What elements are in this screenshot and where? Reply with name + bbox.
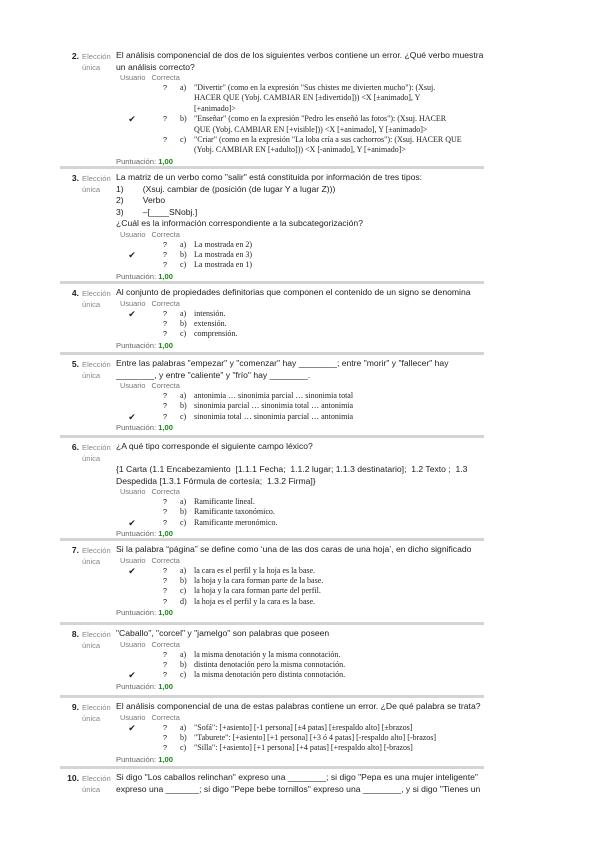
option-letter: a) [180,722,187,732]
question-number: 2. [71,51,79,61]
option-text: la hoja y la cara forman parte de la base. [194,575,324,585]
question-text-line: Si digo "Los caballos relinchan" expreso una ________; si digo "Pepa es una mujer inteligente" [116,772,478,782]
score-label: Puntuación: [116,423,159,433]
answer-option[interactable] [116,597,484,607]
option-text: "Criar" (como en la expresión "La loba cría a sus cachorros"): (Xsuj. HACER QUE (Yobj. CAMBIAR EN [+adulto])) <X [-animado], Y [+animado]> [194,135,462,155]
checkmark-icon: ✔ [128,670,136,681]
question-number: 3. [71,173,79,183]
question-number: 6. [71,442,79,452]
option-text: "Taburete": [+asiento] [+1 persona] [+3 ó 4 patas] [-respaldo alto] [-brazos] [194,732,437,742]
question-body [116,50,484,167]
checkmark-icon: ✔ [128,308,136,319]
question-block [60,441,484,541]
question-text [116,358,484,381]
correct-column-header: Correcta [151,712,180,722]
option-letter: c) [180,517,187,527]
user-column-header: Usuario [120,712,146,722]
option-text: comprensión. [194,329,238,339]
option-letter: a) [180,649,187,659]
score-value: 1,00 [158,681,173,691]
question-text-line: 1) (Xsuj. cambiar de (posición (de lugar Y a lugar Z))) [116,183,336,194]
option-letter: b) [180,575,187,585]
correct-answer-marker: ? [162,308,168,318]
option-letter: b) [180,318,187,328]
question-number: 4. [71,288,79,298]
score-line [116,341,484,351]
checkmark-icon: ✔ [128,114,136,125]
question-type: Elección única [82,630,111,650]
option-letter: a) [180,497,187,506]
question-text-line: Despedida [1.3.1 Fórmula de cortesía; 1.3.2 Firma]} [116,475,316,486]
correct-answer-marker: ? [162,722,168,732]
correct-column-header: Correcta [151,229,180,239]
question-text-line: Entre las palabras "empezar" y "comenzar" hay ________; entre "morir" y "fallecer" hay [116,358,449,368]
question-text-line: {1 Carta (1.1 Encabezamiento [1.1.1 Fecha; 1.1.2 lugar; 1.1.3 destinatario]; 1.2 Texto ; 1.3 [116,464,468,474]
question-body [116,772,484,795]
score-line [116,157,484,167]
option-text: La mostrada en 2) [194,239,252,249]
question-text-line: Si la palabra “página” se define como ‘una de las dos caras de una hoja’, en dicho significado [116,544,472,554]
answer-option[interactable] [116,83,484,114]
question-type: Elección única [82,52,111,72]
question-text-line: ¿Cuál es la información correspondiente a la subcategorización? [116,218,363,228]
option-letter: a) [180,83,187,92]
option-letter: d) [180,596,187,606]
option-letter: c) [180,586,187,596]
score-value: 1,00 [158,754,173,764]
option-text: distinta denotación pero la misma connotación. [194,659,346,669]
user-column-header: Usuario [120,298,146,308]
user-column-header: Usuario [120,73,146,82]
score-line [116,608,484,618]
answer-option[interactable] [116,329,484,339]
correct-answer-marker: ? [162,575,168,585]
option-letter: c) [180,329,187,339]
option-letter: b) [180,249,187,259]
option-letter: c) [180,670,187,680]
question-number: 7. [71,545,79,555]
score-value: 1,00 [158,271,173,281]
question-text [116,628,484,640]
option-letter: b) [180,507,187,517]
option-letter: a) [180,308,187,318]
answer-option[interactable] [116,733,484,743]
question-number: 8. [71,629,79,639]
answer-option[interactable] [116,114,484,135]
question-block [60,628,484,698]
answer-option[interactable] [116,309,484,319]
question-body [116,701,484,765]
correct-answer-marker: ? [162,507,168,517]
correct-answer-marker: ? [162,135,168,145]
correct-answer-marker: ? [162,239,168,249]
score-line [116,423,484,433]
question-body [116,441,484,539]
answer-column-headers [120,299,484,309]
correct-answer-marker: ? [162,83,168,92]
option-text: la hoja y la cara forman parte del perfil. [194,586,321,596]
question-text-line: ¿A qué tipo corresponde el siguiente campo léxico? [116,441,313,451]
question-body [116,287,484,351]
correct-answer-marker: ? [162,670,168,680]
question-text [116,544,484,556]
option-text: "Silla": [+asiento] [+1 persona] [+4 patas] [+respaldo alto] [-brazos] [194,743,413,753]
score-value: 1,00 [158,156,173,166]
correct-answer-marker: ? [162,517,168,527]
user-column-header: Usuario [120,487,146,496]
correct-column-header: Correcta [151,298,180,308]
question-text-line: ________, y entre "caliente" y "frío" hay ________. [116,369,311,380]
option-letter: c) [180,743,187,753]
option-letter: b) [180,401,187,411]
question-text-line: 3) –[____SNobj.] [116,206,198,217]
option-text: La mostrada en 3) [194,249,252,259]
option-text: sinonimia total … sinonimia parcial … antonimia [194,411,354,421]
answer-option[interactable] [116,743,484,753]
question-type: Elección única [82,289,111,309]
score-label: Puntuación: [116,156,159,166]
correct-answer-marker: ? [162,391,168,400]
correct-answer-marker: ? [162,401,168,411]
question-text-line: 2) Verbo [116,195,166,205]
question-text-line: expreso una _______; si digo "Pepe bebe tornillos" expreso una ________, y si digo "Tienes un [116,783,481,794]
correct-answer-marker: ? [162,411,168,421]
score-line [116,272,484,282]
question-text-line: un análisis correcto? [116,61,195,72]
answer-option[interactable] [116,250,484,260]
option-text: antonimia … sinonimia parcial … sinonimia total [194,391,354,400]
option-text: sinonimia parcial … sinonimia total … antonimia [194,401,354,411]
correct-answer-marker: ? [162,649,168,659]
option-text: intensión. [194,308,226,318]
score-label: Puntuación: [116,271,159,281]
answer-option[interactable] [116,518,484,528]
question-number: 9. [71,702,79,712]
option-text: Ramificante meronómico. [194,517,278,527]
question-text-line: "Caballo", "corcel" y "jamelgo" son palabras que poseen [116,628,330,638]
question-type: Elección única [82,174,111,194]
correct-answer-marker: ? [162,732,168,742]
answer-column-headers [120,556,484,566]
question-text-line: Al conjunto de propiedades definitorias que componen el contenido de un signo se denomina [116,287,471,297]
option-text: extensión. [194,318,227,328]
correct-answer-marker: ? [162,260,168,270]
answer-option[interactable] [116,412,484,422]
question-text-line: La matriz de un verbo como "salir" está constituida por información de tres tipos: [116,172,423,182]
score-label: Puntuación: [116,340,159,350]
answer-option[interactable] [116,391,484,401]
question-text-line: El análisis componencial de dos de los siguientes verbos contiene un error. ¿Qué verbo muestra [116,50,484,60]
score-value: 1,00 [158,608,173,618]
question-body [116,628,484,692]
answer-option[interactable] [116,319,484,329]
option-text: la misma denotación pero distinta connotación. [194,670,346,680]
option-letter: c) [180,260,187,270]
option-text: la cara es el perfil y la hoja es la base. [194,565,316,575]
question-text-line [116,453,484,465]
user-column-header: Usuario [120,639,146,649]
answer-option[interactable] [116,497,484,507]
option-text: "Sofá": [+asiento] [-1 persona] [±4 patas] [±respaldo alto] [±brazos] [194,722,413,732]
option-letter: a) [180,391,187,400]
correct-answer-marker: ? [162,596,168,606]
answer-option[interactable] [116,670,484,680]
question-type: Elección única [82,546,111,566]
option-letter: b) [180,659,187,669]
correct-answer-marker: ? [162,114,168,124]
correct-column-header: Correcta [151,73,180,82]
score-line [116,682,484,692]
score-label: Puntuación: [116,608,159,618]
score-line [116,529,484,539]
correct-column-header: Correcta [151,381,180,390]
answer-column-headers [120,640,484,650]
option-text: Ramificante lineal. [194,497,255,506]
answer-column-headers [120,230,484,240]
correct-answer-marker: ? [162,565,168,575]
question-body [116,544,484,618]
answer-option[interactable] [116,401,484,411]
correct-column-header: Correcta [151,639,180,649]
score-label: Puntuación: [116,754,159,764]
option-text: la misma denotación y la misma connotación. [194,649,341,659]
score-label: Puntuación: [116,529,159,539]
question-text [116,287,484,299]
option-text: la hoja es el perfil y la cara es la base. [194,596,316,606]
score-line [116,755,484,765]
user-column-header: Usuario [120,555,146,565]
correct-answer-marker: ? [162,586,168,596]
option-letter: a) [180,239,187,249]
score-value: 1,00 [158,423,173,433]
question-text [116,441,484,487]
correct-answer-marker: ? [162,497,168,506]
checkmark-icon: ✔ [128,411,136,422]
correct-column-header: Correcta [151,487,180,496]
correct-answer-marker: ? [162,659,168,669]
question-block [60,358,484,438]
answer-option[interactable] [116,586,484,596]
question-text [116,172,484,230]
correct-answer-marker: ? [162,249,168,259]
question-type: Elección única [82,443,111,463]
option-text: La mostrada en 1) [194,260,252,270]
correct-answer-marker: ? [162,743,168,753]
answer-option[interactable] [116,507,484,517]
answer-option[interactable] [116,660,484,670]
answer-column-headers [120,381,484,391]
checkmark-icon: ✔ [128,249,136,260]
question-block [60,172,484,284]
question-text-line: El análisis componencial de una de estas palabras contiene un error. ¿De qué palabra se trata? [116,701,481,711]
option-letter: b) [180,114,187,124]
score-label: Puntuación: [116,681,159,691]
user-column-header: Usuario [120,229,146,239]
option-text: "Divertir" (como en la expresión "Sus chistes me divierten mucho"): (Xsuj. HACER QUE (Yobj. CAMBIAR EN [±divertido])) <X [±animado], Y [+animado]> [194,83,436,113]
question-text [116,772,484,795]
option-text: Ramificante taxonómico. [194,507,275,517]
checkmark-icon: ✔ [128,517,136,528]
question-number: 10. [67,773,79,783]
answer-option[interactable] [116,576,484,586]
score-value: 1,00 [158,529,173,539]
question-text [116,50,484,73]
option-text: "Enseñar" (como en la expresión "Pedro les enseñó las fotos"): (Xsuj. HACER QUE (Yobj. CAMBIAR EN [+visible])) <X [+animado], Y [±animado]> [194,114,447,134]
question-body [116,358,484,433]
checkmark-icon: ✔ [128,565,136,576]
answer-option[interactable] [116,135,484,156]
option-letter: b) [180,732,187,742]
option-letter: c) [180,411,187,421]
question-block [60,772,484,802]
question-body [116,172,484,282]
score-value: 1,00 [158,340,173,350]
answer-option[interactable] [116,723,484,733]
answer-option[interactable] [116,260,484,270]
answer-option[interactable] [116,650,484,660]
question-type: Elección única [82,703,111,723]
answer-column-headers [120,73,484,83]
question-text [116,701,484,713]
question-block [60,50,484,169]
answer-column-headers [120,487,484,497]
correct-column-header: Correcta [151,555,180,565]
correct-answer-marker: ? [162,318,168,328]
question-type: Elección única [82,774,111,794]
option-letter: c) [180,135,187,145]
question-block [60,287,484,355]
answer-option[interactable] [116,566,484,576]
option-letter: a) [180,565,187,575]
correct-answer-marker: ? [162,329,168,339]
user-column-header: Usuario [120,381,146,390]
question-block [60,701,484,769]
checkmark-icon: ✔ [128,722,136,733]
answer-option[interactable] [116,240,484,250]
answer-column-headers [120,713,484,723]
question-type: Elección única [82,360,111,380]
question-block [60,544,484,625]
question-number: 5. [71,359,79,369]
